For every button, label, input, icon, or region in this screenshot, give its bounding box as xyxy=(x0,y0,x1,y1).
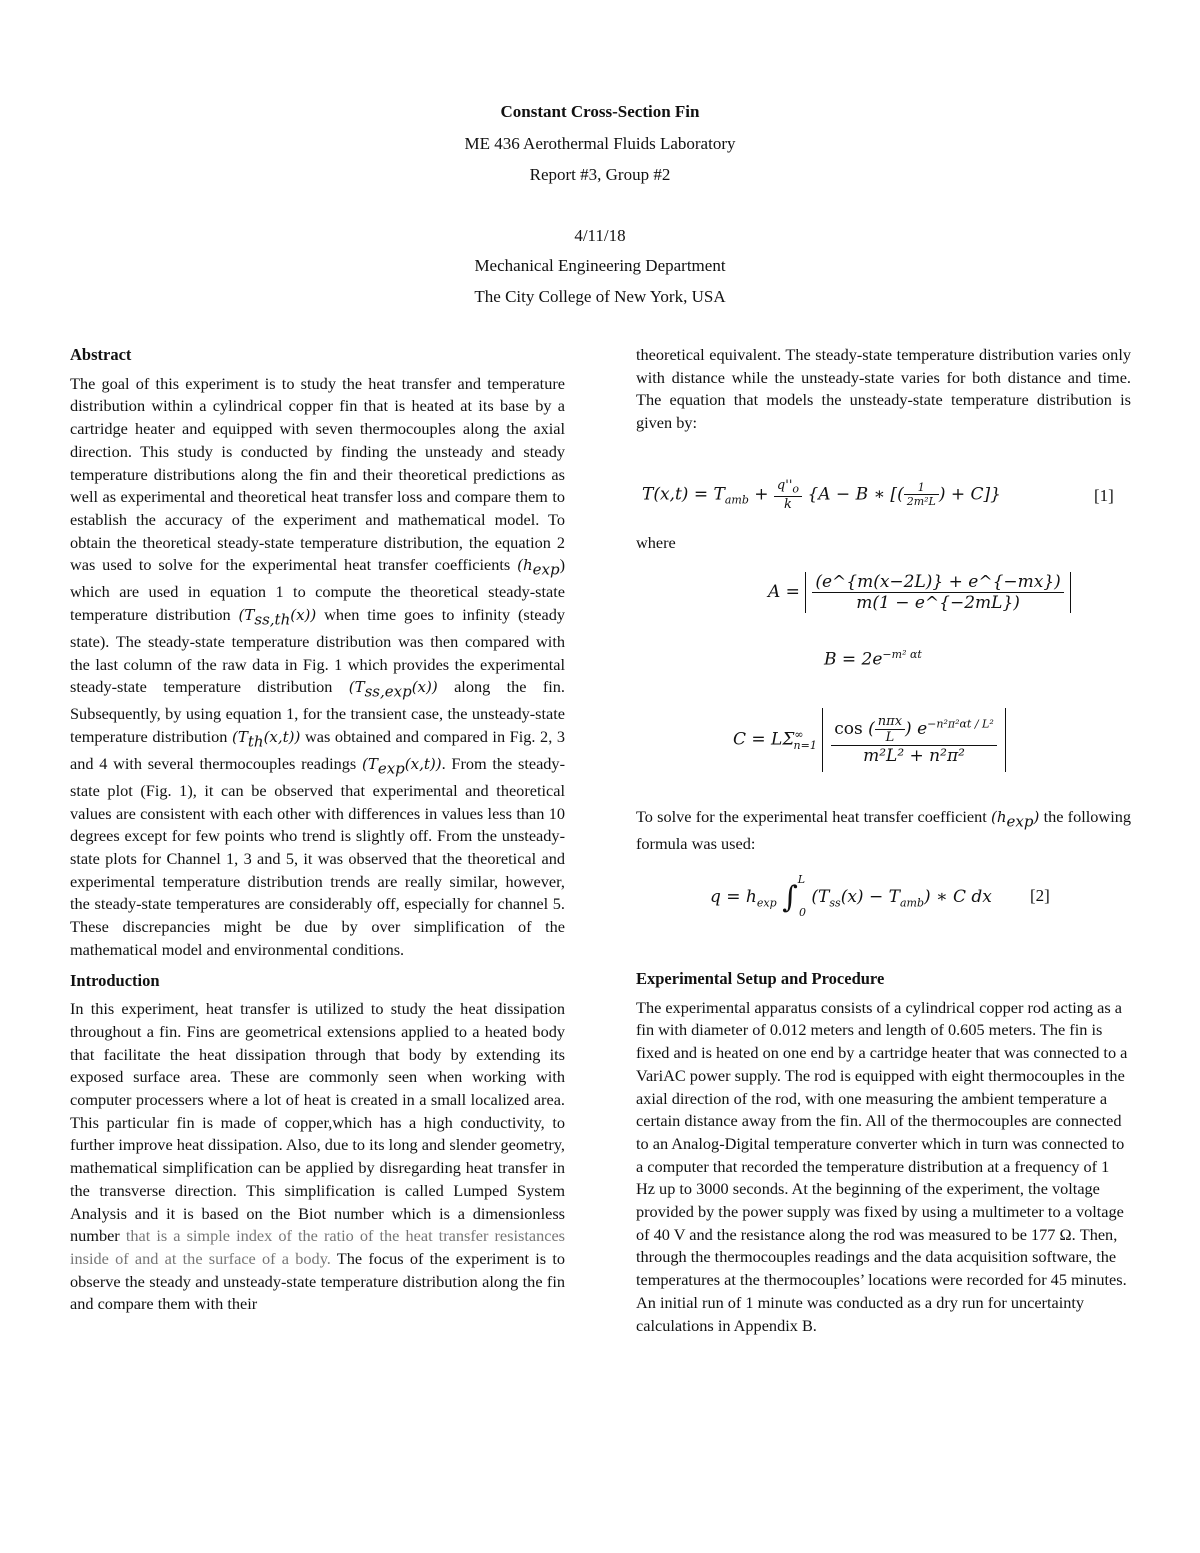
course-name: ME 436 Aerothermal Fluids Laboratory xyxy=(464,134,736,153)
setup-section xyxy=(636,968,1131,1337)
setup-paragraph: The experimental apparatus consists of a cylindrical copper rod acting as a fin with diameter of 0.012 meters and length of 0.605 meters. The fin is fixed and is heated on one end by a cartridge heater that was connected to a VariAC power supply. The rod is equipped with eight thermocouples in the axial direction of the rod, with one measuring the ambient temperature a certain distance away from the fin. All of the thermocouples are connected to an Analog-Digital temperature converter which in turn was connected to a computer that recorded the temperature distribution at a frequency of 1 Hz up to 3000 seconds. At the beginning of the experiment, the voltage provided by the power supply was fixed by using a multimeter to a voltage of 40 V and the resistance along the rod was measured to be 177 Ω. Then, through the thermocouples readings and the data acquisition software, the temperatures at the thermocouples’ locations were recorded for 45 minutes. An initial run of 1 minute was conducted as a dry run for uncertainty calculations in Appendix B. xyxy=(636,997,1128,1335)
institution: The City College of New York, USA xyxy=(474,287,726,306)
equation-1-number: [1] xyxy=(1094,486,1114,505)
abstract-paragraph: The goal of this experiment is to study the heat transfer and temperature distribution within a cylindrical copper fin that is heated at its base by a cartridge heater and equipped with seven thermocouples along the axial direction. This study is conducted by finding the unsteady and steady temperature distributions along the fin and their theoretical predictions as well as experimental and theoretical heat transfer loss and compare them to establish the accuracy of the experiment and mathematical model. To obtain the theoretical steady-state temperature distribution, the equation 2 was used to solve for the experimental heat transfer coefficients $(h_{exp})$ which are used in equation 1 to compute the theoretical steady-state temperature distribution $(T_{ss,th}(x))$ when time goes to infinity (steady state). The steady-state temperature distribution was then compared with the last column of the raw data in Fig. 1 which provides the experimental steady-state temperature distribution $(T_{ss,exp}(x))$ along the fin. Subsequently, by using equation 1, for the transient case, the unsteady-state temperature distribution $(T_{th}(x,t))$ was obtained and compared in Fig. 2, 3 and 4 with several thermocouples readings $(T_{exp}(x,t))$. From the steady-state plot (Fig. 1), it can be observed that experimental and theoretical values are consistent with each other with differences in values less than 10 degrees except for few points who trend is slightly off. From the unsteady-state plots for Channel 1, 3 and 5, it was observed that the theoretical and experimental temperature distribution trends are really similar, however, the steady-state temperatures are considerably off, especially for channel 5. These discrepancies might be due by over simplification of the mathematical model and environmental conditions. xyxy=(70,373,566,959)
equation-b: $B = 2e^{-m^2 \alpha t}$ xyxy=(824,648,922,670)
hexp-paragraph: To solve for the experimental heat transfer coefficient $(h_{exp})$ the following formula was used: xyxy=(636,807,1131,853)
introduction-heading: Introduction xyxy=(70,970,160,990)
equation-2-number: [2] xyxy=(1030,886,1050,905)
report-date: 4/11/18 xyxy=(574,226,626,245)
introduction-paragraph: In this experiment, heat transfer is utilized to study the heat dissipation throughout a fin. Fins are geometrical extensions applied to a heated body that facilitate the heat dissipation through that body by extending its exposed surface area. These are commonly seen when working with computer processers where a lot of heat is created in a small localized area. This particular fin is made of copper,which has a high conductivity, to further improve heat dissipation. Also, due to its long and slender geometry, mathematical simplification can be applied by disregarding heat transfer in the transverse direction. This simplification is called Lumped System Analysis and it is based on the Biot number which is a dimensionless number that is a simple index of the ratio of the heat transfer resistances inside of and at the surface of a body. The focus of the experiment is to observe the steady and unsteady-state temperature distribution along the fin and compare them with their xyxy=(70,999,566,1314)
department: Mechanical Engineering Department xyxy=(474,256,726,275)
setup-heading: Experimental Setup and Procedure xyxy=(636,969,885,988)
left-column xyxy=(70,344,565,1316)
report-label: Report #3, Group #2 xyxy=(529,165,671,184)
paper-title: Constant Cross-Section Fin xyxy=(500,102,700,121)
equation-a: A = $\frac{(e\^{}\{m(x-2L)\} + e\^{}\{-mx\})}{m(1 - e\^{}\{-2mL\})}$ xyxy=(768,572,1071,613)
abstract-heading: Abstract xyxy=(70,345,132,364)
equation-c: $C = L\Sigma^\infty_{n=1}$ cos ( $\frac{\text{nπx}}{L}$ ) $e^{-n^2\pi^2\alpha t / L^2}$ m²L² + n²π² xyxy=(733,708,1006,772)
right-intro-paragraph: theoretical equivalent. The steady-state temperature distribution varies only with distance while the unsteady-state varies for both distance and time. The equation that models the unsteady-state temperature distribution is given by: xyxy=(636,345,1131,433)
right-column xyxy=(636,344,1131,435)
equation-2: $q = h_{exp}$ ∫$^L_0$ $(T_{ss}(x) - T_{amb})$ ∗ C dx xyxy=(710,873,992,920)
equation-1: $T(x,t) = T_{amb}$ + $\frac{q''_o}{k}$ {A − B ∗ [( $\frac{1}{\text{2m²L}}$ ) + C]} xyxy=(642,478,1001,512)
where-label: where xyxy=(636,533,676,552)
